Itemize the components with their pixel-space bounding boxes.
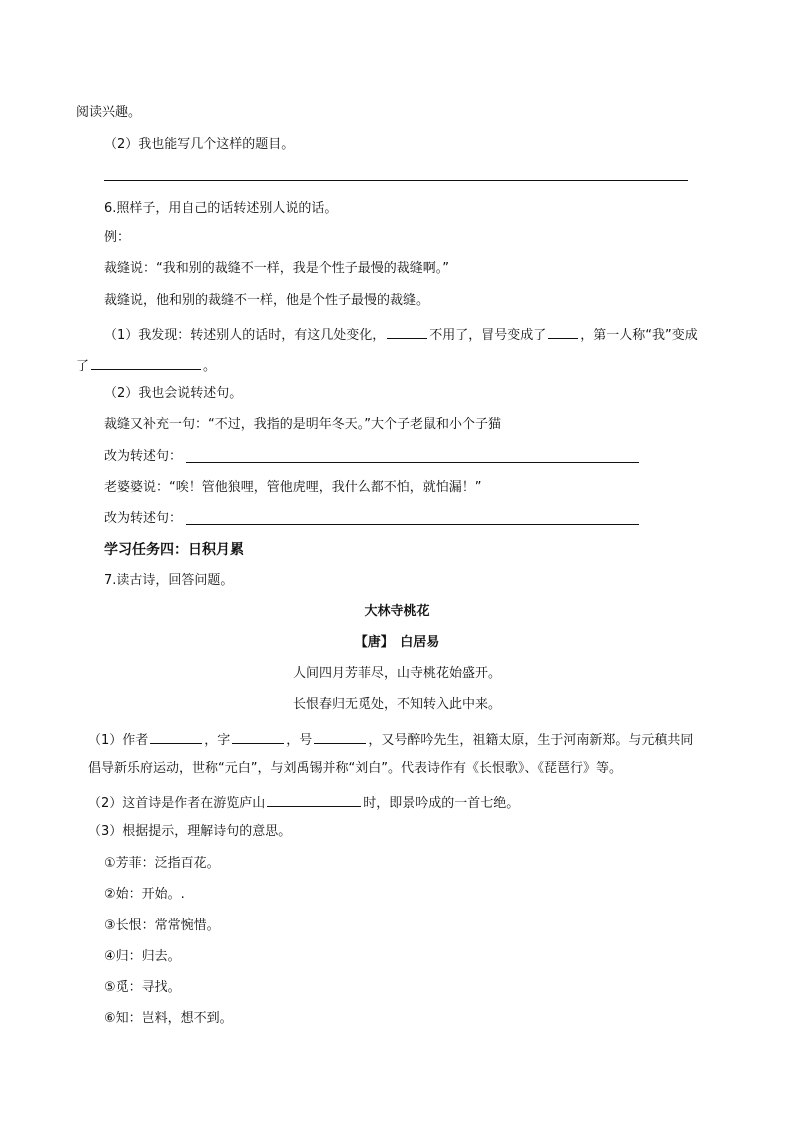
answer-line-q6-2[interactable] bbox=[186, 524, 639, 525]
q6-example-indirect: 裁缝说，他和别的裁缝不一样，他是个性子最慢的裁缝。 bbox=[104, 293, 430, 308]
q6-blank-2[interactable] bbox=[548, 324, 578, 339]
note-item: ⑤觅：寻找。 bbox=[104, 980, 181, 995]
q7-part1-text-b: ，字 bbox=[204, 733, 231, 748]
q6-example-label: 例： bbox=[104, 230, 131, 245]
answer-line-q5[interactable] bbox=[104, 180, 688, 181]
q7-part2 bbox=[88, 792, 519, 813]
q7-blank-pen-name[interactable] bbox=[314, 729, 366, 744]
note-item: ④归：归去。 bbox=[104, 949, 181, 964]
q7-blank-author[interactable] bbox=[150, 729, 202, 744]
answer-line-q6-1[interactable] bbox=[186, 462, 639, 463]
intro-tail: 阅读兴趣。 bbox=[76, 105, 142, 120]
q7-part3: （3）根据提示，理解诗句的意思。 bbox=[88, 824, 292, 839]
q7-part1-line1 bbox=[88, 729, 693, 750]
poem-author: 【唐】 白居易 bbox=[354, 635, 440, 650]
q5-part2: （2）我也能写几个这样的题目。 bbox=[104, 137, 295, 152]
q6-part2: （2）我也会说转述句。 bbox=[104, 386, 243, 401]
q6-part1-text-d: 了 bbox=[76, 359, 90, 374]
poem-verse-1: 人间四月芳菲尽，山寺桃花始盛开。 bbox=[292, 666, 501, 681]
note-item: ③长恨：常常惋惜。 bbox=[104, 918, 220, 933]
q6-part1-text-e: 。 bbox=[203, 359, 217, 374]
q7-part2-text-b: 时，即景吟成的一首七绝。 bbox=[363, 796, 520, 811]
q6-blank-3[interactable] bbox=[91, 355, 201, 370]
q6-example-direct: 裁缝说：“我和别的裁缝不一样，我是个性子最慢的裁缝啊。” bbox=[104, 261, 449, 276]
q6-part1-text-a: （1）我发现：转述别人的话时，有这几处变化， bbox=[104, 328, 386, 343]
q6-change-label-2: 改为转述句： bbox=[104, 511, 183, 526]
q6-part1-line2 bbox=[76, 355, 216, 376]
note-item: ⑥知：岂料，想不到。 bbox=[104, 1011, 233, 1026]
q7-part1-text-a: （1）作者 bbox=[88, 733, 149, 748]
q7-part1-line2: 倡导新乐府运动，世称“元白”，与刘禹锡并称“刘白”。代表诗作有《长恨歌》、《琵琶行》等。 bbox=[88, 761, 622, 776]
note-item: ①芳菲：泛指百花。 bbox=[104, 856, 220, 871]
poem-title: 大林寺桃花 bbox=[364, 604, 430, 619]
q7-blank-courtesy-name[interactable] bbox=[232, 729, 284, 744]
q6-change-label-1: 改为转述句： bbox=[104, 449, 183, 464]
q7-title: 7.读古诗，回答问题。 bbox=[104, 573, 234, 588]
q6-title: 6.照样子，用自己的话转述别人说的话。 bbox=[104, 201, 338, 216]
note-item: ②始：开始。. bbox=[104, 887, 185, 902]
q7-part1-text-c: ，号 bbox=[286, 733, 313, 748]
q6-sentence-1: 裁缝又补充一句：“不过，我指的是明年冬天。”大个子老鼠和小个子猫 bbox=[104, 417, 501, 432]
q6-blank-1[interactable] bbox=[387, 324, 427, 339]
q7-part1-text-d: ，又号醉吟先生，祖籍太原，生于河南新郑。与元稹共同 bbox=[368, 733, 694, 748]
q7-part2-text-a: （2）这首诗是作者在游览庐山 bbox=[88, 796, 266, 811]
task4-heading: 学习任务四：日积月累 bbox=[104, 542, 244, 558]
q6-sentence-2: 老婆婆说：“唉！管他狼哩，管他虎哩，我什么都不怕，就怕漏！” bbox=[104, 480, 482, 495]
poem-verse-2: 长恨春归无觅处，不知转入此中来。 bbox=[292, 697, 501, 712]
q7-blank-place[interactable] bbox=[267, 792, 361, 807]
q6-part1-text-c: ，第一人称“我”变成 bbox=[580, 328, 698, 343]
q6-part1-text-b: 不用了，冒号变成了 bbox=[429, 328, 547, 343]
q6-part1-line1 bbox=[104, 324, 698, 345]
